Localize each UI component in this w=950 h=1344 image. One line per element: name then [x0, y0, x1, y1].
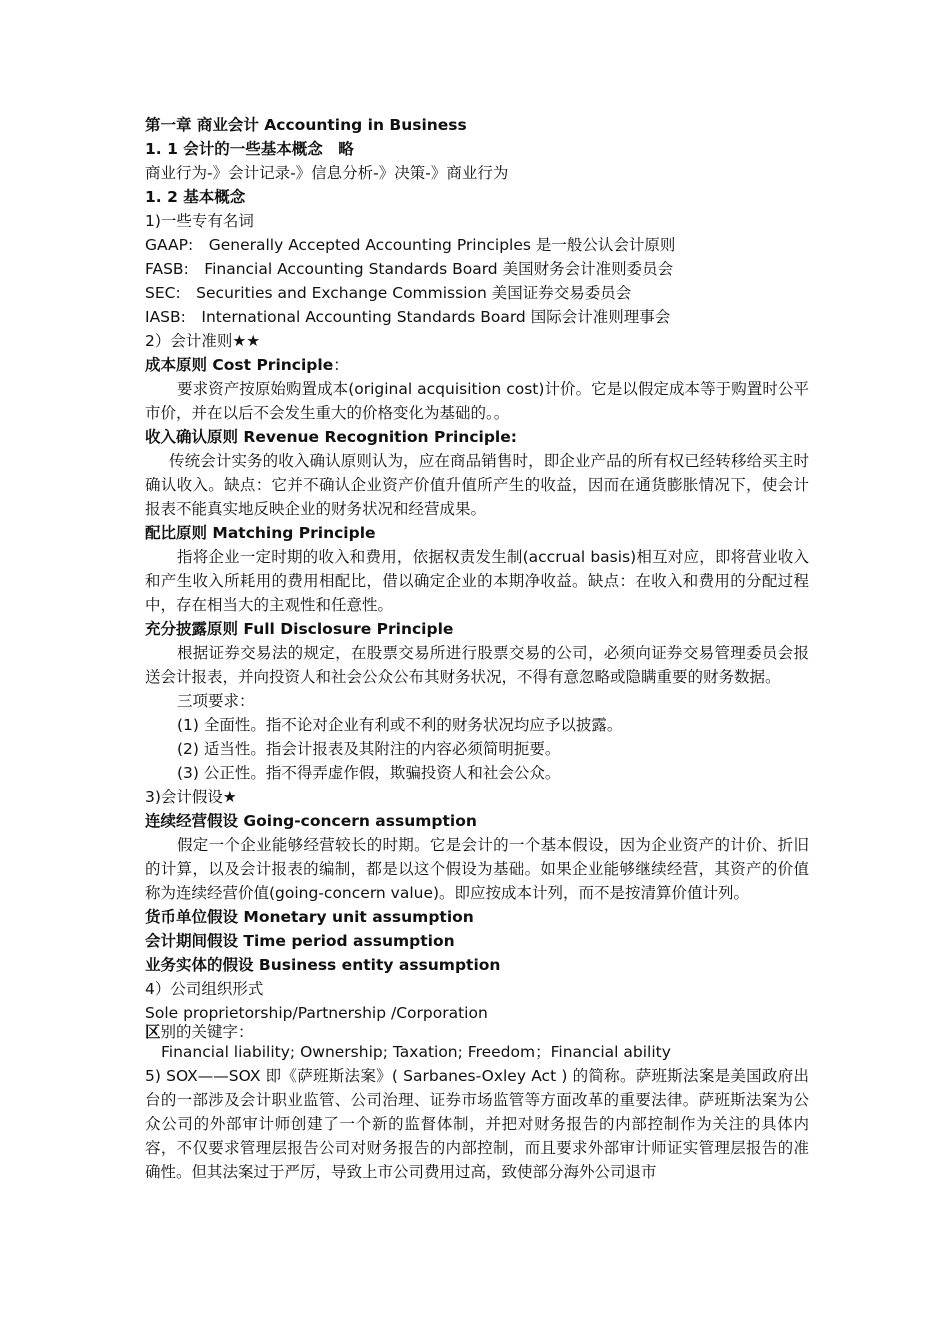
- chapter-title: 第一章 商业会计 Accounting in Business: [145, 116, 467, 134]
- requirement-item: (3) 公正性。指不得弄虚作假，欺骗投资人和社会公众。: [177, 764, 561, 782]
- disclosure-principle-body: 根据证券交易法的规定，在股票交易所进行股票交易的公司，必须向证券交易管理委员会报送会计报表，并向投资人和社会公众公布其财务状况，不得有意忽略或隐瞒重要的财务数据。: [145, 644, 809, 686]
- requirements-heading: 三项要求：: [177, 692, 255, 710]
- going-concern-title: 连续经营假设 Going-concern assumption: [145, 812, 477, 830]
- matching-principle-body: 指将企业一定时期的收入和费用，依据权责发生制(accrual basis)相互对应，即将营业收入和产生收入所耗用的费用相配比，借以确定企业的本期净收益。缺点：在收入和费用的分配过程中，存在相当大的主观性和任意性。: [145, 548, 809, 614]
- cost-principle-title: 成本原则 Cost Principle: [145, 356, 334, 374]
- revenue-principle-body: 传统会计实务的收入确认原则认为，应在商品销售时，即企业产品的所有权已经转移给买主时确认收入。缺点：它并不确认企业资产价值升值所产生的收益，因而在通货膨胀情况下，使会计报表不能真实地反映企业的财务状况和经营成果。: [145, 452, 809, 518]
- forms-list: Sole proprietorship/Partnership /Corporation: [145, 1004, 488, 1022]
- disclosure-principle-title: 充分披露原则 Full Disclosure Principle: [145, 620, 454, 638]
- section-1-1-heading: 1. 1 会计的一些基本概念 略: [145, 140, 354, 158]
- time-period-title: 会计期间假设 Time period assumption: [145, 932, 455, 950]
- going-concern-body: 假定一个企业能够经营较长的时期。它是会计的一个基本假设，因为企业资产的计价、折旧的计算，以及会计报表的编制，都是以这个假设为基础。如果企业能够继续经营，其资产的价值称为连续经营价值(going-concern value)。即应按成本计列，而不是按清算价值计列。: [145, 836, 809, 902]
- principles-heading: 2）会计准则★★: [145, 332, 261, 350]
- monetary-unit-title: 货币单位假设 Monetary unit assumption: [145, 908, 474, 926]
- keywords-list: Financial liability; Ownership; Taxation; Freedom；Financial ability: [161, 1043, 671, 1061]
- business-flow-line: 商业行为-》会计记录-》信息分析-》决策-》商业行为: [145, 164, 509, 182]
- keywords-heading: [145, 1025, 809, 1040]
- cost-principle-heading: [145, 353, 809, 377]
- cost-principle-body: 要求资产按原始购置成本(original acquisition cost)计价。它是以假定成本等于购置时公平市价，并在以后不会发生重大的价格变化为基础的。。: [145, 380, 809, 422]
- matching-principle-title: 配比原则 Matching Principle: [145, 524, 376, 542]
- assumptions-heading: 3)会计假设★: [145, 788, 237, 806]
- term-fasb: FASB: Financial Accounting Standards Board 美国财务会计准则委员会: [145, 260, 674, 278]
- term-gaap: GAAP: Generally Accepted Accounting Principles 是一般公认会计原则: [145, 236, 676, 254]
- cost-principle-colon: ：: [333, 356, 349, 374]
- sox-paragraph: 5) SOX——SOX 即《萨班斯法案》( Sarbanes-Oxley Act ) 的简称。萨班斯法案是美国政府出台的一部涉及会计职业监管、公司治理、证券市场监管等方面改革的重要法律。萨班斯法案为公众公司的外部审计师创建了一个新的监督体制，并把对财务报告的内部控制作为关注的具体内容，不仅要求管理层报告公司对财务报告的内部控制，而且要求外部审计师证实管理层报告的准确性。但其法案过于严厉，导致上市公司费用过高，致使部分海外公司退市: [145, 1067, 809, 1181]
- business-entity-title: 业务实体的假设 Business entity assumption: [145, 956, 501, 974]
- forms-heading: 4）公司组织形式: [145, 980, 264, 998]
- section-1-2-heading: 1. 2 基本概念: [145, 188, 246, 206]
- keywords-lead-char: 区: [145, 1023, 161, 1041]
- terms-heading: 1)一些专有名词: [145, 212, 254, 230]
- requirement-item: (2) 适当性。指会计报表及其附注的内容必须简明扼要。: [177, 740, 561, 758]
- revenue-principle-title: 收入确认原则 Revenue Recognition Principle:: [145, 428, 517, 446]
- term-iasb: IASB: International Accounting Standards Board 国际会计准则理事会: [145, 308, 671, 326]
- document-page: [145, 113, 809, 1184]
- term-sec: SEC: Securities and Exchange Commission 美国证券交易委员会: [145, 284, 632, 302]
- requirement-item: (1) 全面性。指不论对企业有利或不利的财务状况均应予以披露。: [177, 716, 623, 734]
- keywords-heading-rest: 别的关键字：: [160, 1023, 254, 1041]
